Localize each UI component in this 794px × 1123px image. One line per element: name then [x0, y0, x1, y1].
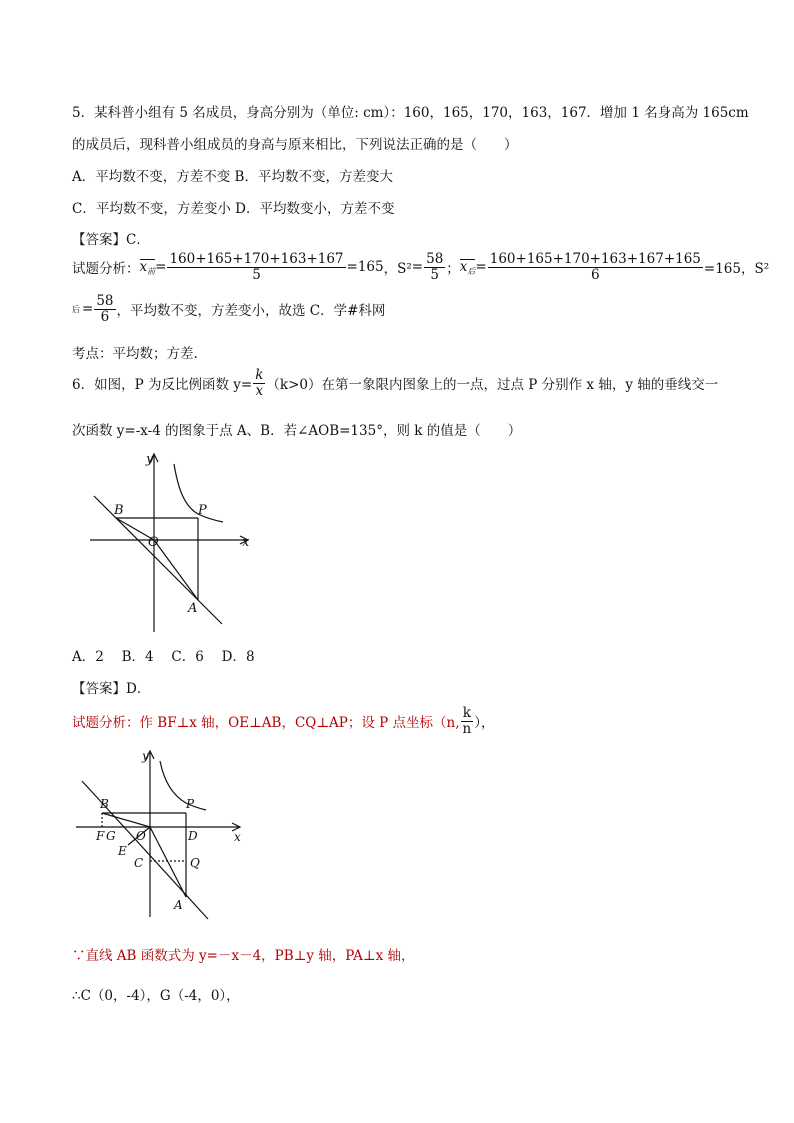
- q5-analysis-formula: 试题分析： $x_前$ = $\frac{160+165+170+163+167}{5}$ =165 ，S² = $\frac{58}{5}$ ； $x_后$ = $\frac{160+165+170+163+167+165}{6}$ =165，S²: [72, 251, 770, 283]
- q5-options-cd: C．平均数不变，方差变小 D．平均数变小，方差不变: [72, 201, 395, 217]
- hyperbola-curve: [160, 761, 206, 810]
- label-e: E: [118, 844, 127, 858]
- label-q: Q: [190, 856, 200, 870]
- label-o: O: [136, 829, 146, 843]
- q6-k-over-n: $\frac{k}{n}$: [462, 705, 472, 737]
- q6-because-line: ∵直线 AB 函数式为 y=－x－4，PB⊥y 轴，PA⊥x 轴，: [72, 948, 415, 964]
- q6-options: A．2 B．4 C．6 D．8: [72, 649, 255, 665]
- label-y: y: [142, 749, 149, 763]
- segment-oa: [154, 540, 198, 600]
- q5-variance-before-label: ，S²: [383, 261, 412, 278]
- label-c: C: [134, 856, 144, 870]
- q5-options-ab: A．平均数不变，方差不变 B．平均数不变，方差变大: [72, 169, 393, 185]
- q5-mean-after-symbol: $x_后$: [459, 258, 476, 276]
- q5-variance-before-fraction: $\frac{58}{5}$: [426, 251, 444, 283]
- q6-analysis: 试题分析：作 BF⊥x 轴，OE⊥AB，CQ⊥AP；设 P 点坐标（n, $\frac{k}{n}$ ），: [72, 705, 495, 737]
- q6-answer: 【答案】D．: [72, 681, 151, 697]
- label-b: B: [100, 797, 109, 811]
- label-o: O: [148, 535, 159, 550]
- q5-answer: 【答案】C．: [72, 232, 150, 248]
- label-b: B: [114, 503, 124, 518]
- q6-k-over-x: $\frac{k}{x}$: [255, 367, 264, 399]
- q5-conclusion: ，平均数不变，方差变小，故选 C．学#科网: [116, 303, 386, 320]
- label-x: x: [242, 535, 250, 550]
- q5-mean-before-fraction: $\frac{160+165+170+163+167}{5}$: [169, 251, 344, 283]
- q5-mean-after-result: =165，S²: [703, 261, 770, 278]
- label-y: y: [146, 452, 154, 467]
- segment-ob: [102, 813, 150, 827]
- q5-variance-after: 后 = $\frac{58}{6}$ ，平均数不变，方差变小，故选 C．学#科网: [72, 293, 386, 325]
- q5-mean-before-symbol: $x_前$: [139, 258, 156, 276]
- q5-stem-line2: 的成员后，现科普小组成员的身高与原来相比，下列说法正确的是（ ）: [72, 137, 518, 153]
- q5-stem-line1: 5．某科普小组有 5 名成员，身高分别为（单位: cm）：160，165，170，163，167．增加 1 名身高为 165cm: [72, 105, 749, 121]
- q5-analysis-label: 试题分析：: [72, 261, 140, 278]
- q6-stem-line1: 6．如图，P 为反比例函数 y= $\frac{k}{x}$ （k>0）在第一象限内图象上的一点，过点 P 分别作 x 轴，y 轴的垂线交一: [72, 367, 719, 399]
- q5-mean-before-result: =165: [346, 259, 384, 276]
- q6-therefore-line: ∴C（0，-4），G（-4，0），: [72, 988, 240, 1004]
- q5-kaodian: 考点：平均数；方差.: [72, 346, 198, 362]
- label-d: D: [188, 829, 198, 843]
- q6-figure-2: [68, 745, 268, 925]
- label-p: P: [186, 797, 195, 811]
- q6-stem-line2: 次函数 y=-x-4 的图象于点 A、B．若∠AOB=135°，则 k 的值是（ ）: [72, 423, 522, 439]
- label-p: P: [198, 503, 207, 518]
- separator: ；: [446, 261, 460, 278]
- label-g: G: [106, 829, 116, 843]
- q5-variance-after-fraction: $\frac{58}{6}$: [96, 293, 114, 325]
- q6-figure-1: [80, 448, 270, 638]
- label-x: x: [234, 830, 241, 844]
- label-a: A: [188, 601, 198, 616]
- label-a: A: [174, 898, 183, 912]
- label-f: F: [96, 829, 105, 843]
- q5-mean-after-fraction: $\frac{160+165+170+163+167+165}{6}$: [489, 251, 701, 283]
